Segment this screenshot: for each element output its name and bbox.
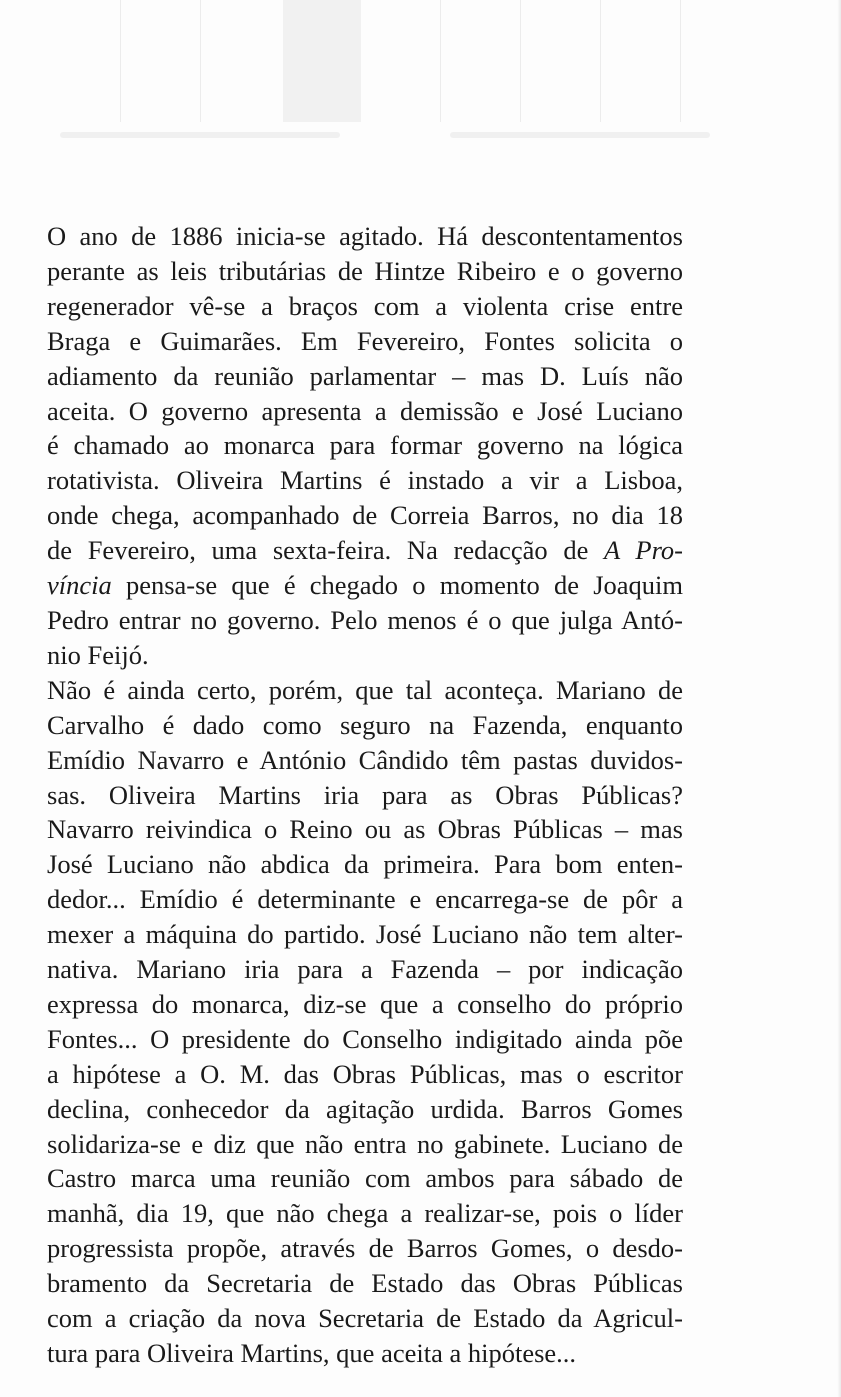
text-line <box>47 1161 683 1196</box>
text-line <box>47 219 683 254</box>
italic-text: víncia <box>47 570 112 601</box>
reverse-side-show-through <box>40 0 740 150</box>
text-run: aceita. O governo apresenta a demissão e José Luciano <box>47 395 683 426</box>
text-run: Braga e Guimarães. Em Fevereiro, Fontes solicita o <box>47 325 683 356</box>
text-line <box>47 324 683 359</box>
text-line <box>47 987 683 1022</box>
text-line <box>47 428 683 463</box>
page-edge-shadow <box>837 0 841 1397</box>
text-run: adiamento da reunião parlamentar – mas D. Luís não <box>47 360 683 391</box>
text-line <box>47 359 683 394</box>
text-line <box>47 1057 683 1092</box>
text-line <box>47 1022 683 1057</box>
text-run: perante as leis tributárias de Hintze Ribeiro e o governo <box>47 255 683 286</box>
text-line <box>47 289 683 324</box>
paragraph <box>47 219 683 673</box>
text-run: mexer a máquina do partido. José Luciano não tem alter- <box>47 919 683 950</box>
text-run: tura para Oliveira Martins, que aceita a hipótese... <box>47 1338 577 1368</box>
text-line <box>47 498 683 533</box>
text-run: Emídio Navarro e António Cândido têm pastas duvidos- <box>47 744 683 775</box>
paragraph <box>47 673 683 1371</box>
text-run: Não é ainda certo, porém, que tal aconteça. Mariano de <box>47 674 683 705</box>
text-run: solidariza-se e diz que não entra no gabinete. Luciano de <box>47 1128 683 1159</box>
text-line <box>47 394 683 429</box>
text-run: manhã, dia 19, que não chega a realizar-se, pois o líder <box>47 1198 683 1229</box>
text-run: Pedro entrar no governo. Pelo menos é o que julga Antó- <box>47 604 683 635</box>
text-run: declina, conhecedor da agitação urdida. Barros Gomes <box>47 1093 683 1124</box>
text-line <box>47 1266 683 1301</box>
text-line <box>47 778 683 813</box>
text-run: a hipótese a O. M. das Obras Públicas, mas o escritor <box>47 1058 683 1089</box>
italic-text: A Pro- <box>604 535 683 566</box>
text-run: rotativista. Oliveira Martins é instado a vir a Lisboa, <box>47 465 683 496</box>
text-line <box>47 1127 683 1162</box>
text-line <box>47 1196 683 1231</box>
body-text <box>47 219 683 1371</box>
text-line <box>47 1231 683 1266</box>
text-run: bramento da Secretaria de Estado das Obras Públicas <box>47 1268 683 1299</box>
text-line <box>47 603 683 638</box>
text-run: de Fevereiro, uma sexta-feira. Na redacção de <box>47 535 605 566</box>
text-line <box>47 638 683 673</box>
text-line <box>47 812 683 847</box>
text-run: expressa do monarca, diz-se que a conselho do próprio <box>47 988 683 1019</box>
text-line <box>47 917 683 952</box>
text-line <box>47 673 683 708</box>
text-line <box>47 1336 683 1371</box>
text-run: dedor... Emídio é determinante e encarrega-se de pôr a <box>47 884 683 915</box>
text-run: José Luciano não abdica da primeira. Para bom enten- <box>47 849 683 880</box>
text-run: O ano de 1886 inicia-se agitado. Há descontentamentos <box>47 221 683 251</box>
text-run: Carvalho é dado como seguro na Fazenda, enquanto <box>47 709 683 740</box>
text-line <box>47 1092 683 1127</box>
text-line <box>47 847 683 882</box>
text-line <box>47 708 683 743</box>
text-run: regenerador vê-se a braços com a violenta crise entre <box>47 290 683 321</box>
text-line <box>47 568 683 603</box>
text-line <box>47 882 683 917</box>
text-run: sas. Oliveira Martins iria para as Obras Públicas? <box>47 779 683 810</box>
text-run: progressista propõe, através de Barros Gomes, o desdo- <box>47 1233 683 1264</box>
text-run: Navarro reivindica o Reino ou as Obras Públicas – mas <box>47 814 683 845</box>
text-line <box>47 533 683 568</box>
text-run: pensa-se que é chegado o momento de Joaquim <box>111 570 683 601</box>
text-run: com a criação da nova Secretaria de Estado da Agricul- <box>47 1303 683 1334</box>
text-line <box>47 952 683 987</box>
text-line <box>47 254 683 289</box>
text-run: nativa. Mariano iria para a Fazenda – por indicação <box>47 954 683 985</box>
text-run: Castro marca uma reunião com ambos para sábado de <box>47 1163 683 1194</box>
text-run: nio Feijó. <box>47 639 149 670</box>
text-run: é chamado ao monarca para formar governo na lógica <box>47 430 683 461</box>
text-line <box>47 463 683 498</box>
text-run: Fontes... O presidente do Conselho indigitado ainda põe <box>47 1023 683 1054</box>
text-run: onde chega, acompanhado de Correia Barros, no dia 18 <box>47 500 683 531</box>
text-line <box>47 743 683 778</box>
text-line <box>47 1301 683 1336</box>
